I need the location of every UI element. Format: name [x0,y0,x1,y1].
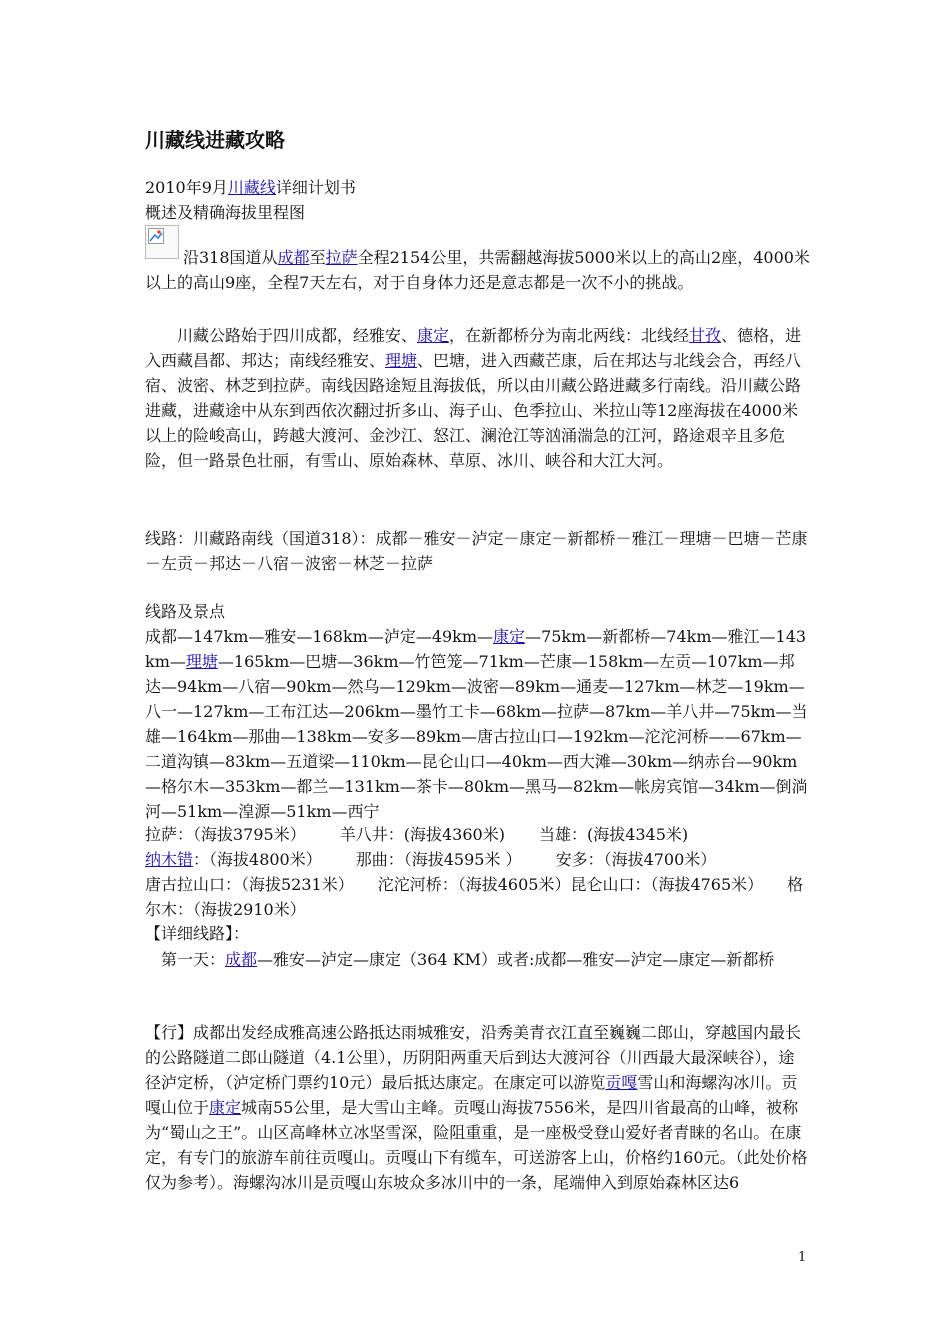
alt-anduo: 安多：（海拔4700米） [555,850,717,869]
route-heading: 线路及景点 [145,602,226,621]
altitude-row-2 [145,848,810,872]
day1-route [145,947,810,972]
route-detail [145,624,810,824]
paragraph-intro [145,323,810,473]
paragraph-day1-detail [145,1020,810,1195]
altitude-row-1 [145,823,810,847]
inline-text: —75km—新都桥—74km—雅江—143km— [145,627,807,671]
inline-link[interactable]: 理塘 [185,652,218,671]
inline-text: 成都—147km—雅安—168km—泸定—49km— [145,627,494,646]
inline-text: —165km—巴塘—36km—竹笆笼—71km—芒康—158km—左贡—107km—邦达—94km—八宿—90km—然乌—129km—波密—89km—通麦—127km—林芝—19km—八一—127km—工布江达—206km—墨竹工卡—68km—拉萨—87km—羊八井—75km—当雄—164km—那曲—138km—安多—89km—唐古拉山口—192km—沱沱河桥——67km—二道沟镇—83km—五道梁—110km—昆仑山口—40km—西大滩—30km—纳赤台—90km—格尔木—353km—都兰—131km—茶卡—80km—黑马—82km—帐房宾馆—34km—倒淌河—51km—湟源—51km—西宁 [145,652,808,821]
subtitle-2: 概述及精确海拔里程图 [145,203,306,222]
alt-lhasa: 拉萨：（海拔3795米） [145,825,306,844]
route-south: 线路：川藏路南线（国道318）：成都－雅安－泸定－康定－新都桥－雅江－理塘－巴塘－芒康－左贡－邦达－八宿－波密－林芝－拉萨 [145,529,808,573]
detail-heading: 【详细线路】： [145,924,250,943]
inline-link[interactable]: 康定 [493,627,526,646]
page-number: 1 [798,1250,807,1265]
alt-naqu: 那曲：（海拔4595米 ） [355,850,522,869]
inline-text: 、德格，进入西藏昌都、邦达；南线经雅安、 [145,326,802,370]
inline-text: —雅安—泸定—康定（364 KM）或者:成都—雅安—泸定—康定—新都桥 [257,950,775,969]
altitude-row-3: 唐古拉山口：（海拔5231米） 沱沱河桥：（海拔4605米）昆仑山口：（海拔4765米） 格尔木：（海拔2910米） [145,875,804,919]
alt-dangxiong: 当雄：(海拔4345米) [538,825,689,844]
inline-text: 至 [309,248,326,267]
document-title: 川藏线进藏攻略 [145,128,285,152]
inline-link[interactable]: 成都 [225,950,258,969]
link-namucuo[interactable]: 纳木错 [145,850,194,869]
inline-link[interactable]: 成都 [277,248,310,267]
inline-link[interactable]: 康定 [209,1098,242,1117]
alt-namucuo: ：（海拔4800米） [193,850,322,869]
alt-yangbajing: 羊八井：(海拔4360米) [339,825,505,844]
inline-text: 全程2154公里，共需翻越海拔5000米以上的高山2座，4000米以上的高山9座，全程7天左右，对于自身体力还是意志都是一次不小的挑战。 [145,248,810,292]
subtitle-rest: 详细计划书 [275,178,356,197]
paragraph-overview [145,245,810,295]
inline-text: ，在新都桥分为南北两线：北线经 [449,326,690,345]
inline-text: 【行】成都出发经成雅高速公路抵达雨城雅安，沿秀美青衣江直至巍巍二郎山，穿越国内最长的公路隧道二郎山隧道（4.1公里），历阴阳两重天后到达大渡河谷（川西最大最深峡谷），途径泸定桥，（泸定桥门票约10元）最后抵达康定。在康定可以游览 [145,1023,802,1092]
inline-text: 第一天： [145,950,226,969]
inline-text: 城南55公里，是大雪山主峰。贡嘎山海拔7556米，是四川省最高的山峰，被称为“蜀山之王”。山区高峰林立冰坚雪深，险阻重重，是一座极受登山爱好者青睐的名山。在康定，有专门的旅游车前往贡嘎山。贡嘎山下有缆车，可送游客上山，价格约160元。（此处价格仅为参考）。海螺沟冰川是贡嘎山东坡众多冰川中的一条，尾端伸入到原始森林区达6 [145,1098,808,1192]
inline-text: 川藏公路始于四川成都，经雅安、 [145,326,418,345]
inline-link[interactable]: 贡嘎 [605,1073,638,1092]
subtitle-line [145,176,810,200]
inline-link[interactable]: 康定 [417,326,450,345]
inline-text: 沿318国道从 [183,248,278,267]
link-chuanzangxian[interactable]: 川藏线 [227,178,276,197]
subtitle-date: 2010年9月 [145,178,228,197]
inline-link[interactable]: 理塘 [385,351,418,370]
inline-text: 、巴塘，进入西藏芒康，后在邦达与北线会合，再经八宿、波密、林芝到拉萨。南线因路途短且海拔低，所以由川藏公路进藏多行南线。沿川藏公路进藏，进藏途中从东到西依次翻过折多山、海子山、色季拉山、米拉山等12座海拔在4000米以上的险峻高山，跨越大渡河、金沙江、怒江、澜沧江等汹涌湍急的江河，路途艰辛且多危险，但一路景色壮丽，有雪山、原始森林、草原、冰川、峡谷和大江大河。 [145,351,802,470]
inline-link[interactable]: 甘孜 [689,326,722,345]
inline-link[interactable]: 拉萨 [325,248,358,267]
inline-text: 雪山和海螺沟冰川。贡嘎山位于 [145,1073,798,1117]
